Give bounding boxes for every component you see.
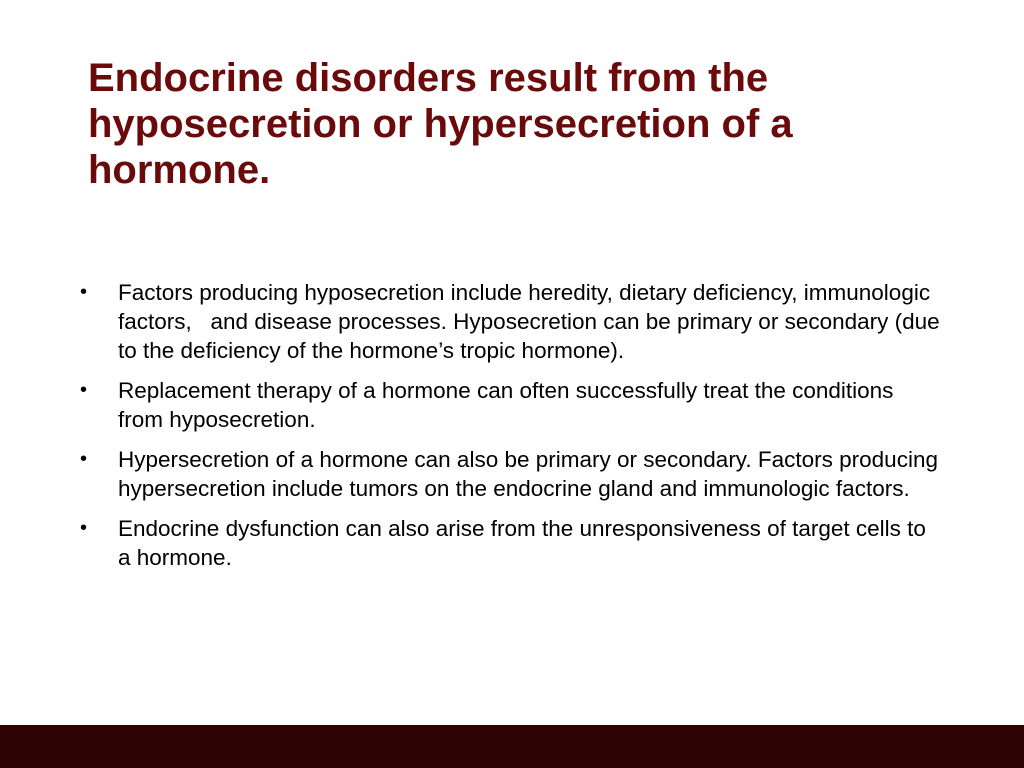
bullet-marker: • [80, 517, 88, 539]
bullet-text: Factors producing hyposecretion include heredity, dietary deficiency, immunologic factors, and disease processes. Hyposecretion can be primary or secondary (due to the deficiency of the hormone’s tropic hormone). [118, 280, 946, 363]
bullet-item [80, 445, 945, 503]
slide-title: Endocrine disorders result from the hyposecretion or hypersecretion of a hormone. [88, 56, 793, 192]
bullet-text: Replacement therapy of a hormone can often successfully treat the conditions from hyposecretion. [118, 378, 900, 432]
bullet-item [80, 514, 942, 572]
bullet-item [80, 278, 946, 365]
bullet-text: Endocrine dysfunction can also arise from the unresponsiveness of target cells to a hormone. [118, 516, 933, 570]
bullet-marker: • [80, 448, 88, 470]
footer-bar [0, 725, 1024, 768]
bullet-list [80, 278, 946, 583]
bullet-marker: • [80, 379, 88, 401]
bullet-marker: • [80, 281, 88, 303]
bullet-text: Hypersecretion of a hormone can also be primary or secondary. Factors producing hypersecretion include tumors on the endocrine gland and immunologic factors. [118, 447, 945, 501]
bullet-item [80, 376, 942, 434]
